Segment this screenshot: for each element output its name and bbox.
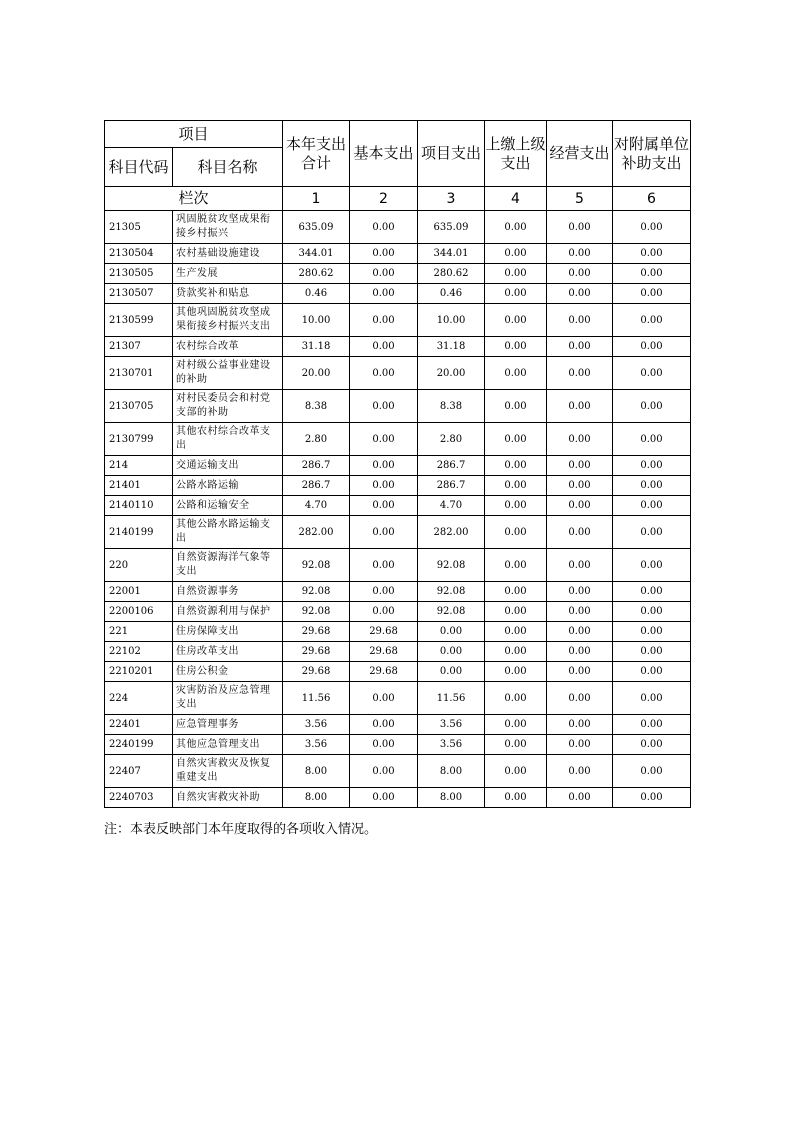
subject-name: 自然灾害救灾补助 xyxy=(173,788,283,808)
value-cell: 0.00 xyxy=(350,715,418,735)
value-cell: 29.68 xyxy=(350,622,418,642)
value-cell: 0.00 xyxy=(613,264,691,284)
value-cell: 0.00 xyxy=(613,496,691,516)
table-row xyxy=(105,244,691,264)
value-cell: 0.00 xyxy=(350,602,418,622)
value-cell: 0.00 xyxy=(547,337,613,357)
value-cell: 0.00 xyxy=(547,244,613,264)
value-cell: 0.00 xyxy=(547,682,613,715)
value-cell: 29.68 xyxy=(283,662,350,682)
subject-name: 住房公积金 xyxy=(173,662,283,682)
value-cell: 0.00 xyxy=(547,642,613,662)
subject-name: 贷款奖补和贴息 xyxy=(173,284,283,304)
value-cell: 10.00 xyxy=(283,304,350,337)
value-cell: 0.00 xyxy=(547,622,613,642)
value-cell: 0.00 xyxy=(613,476,691,496)
subject-code: 2210201 xyxy=(105,662,173,682)
value-cell: 4.70 xyxy=(283,496,350,516)
value-cell: 3.56 xyxy=(283,735,350,755)
value-cell: 0.00 xyxy=(485,715,547,735)
table-row xyxy=(105,582,691,602)
subject-code: 2130705 xyxy=(105,390,173,423)
value-cell: 282.00 xyxy=(283,516,350,549)
subject-name: 对村民委员会和村党支部的补助 xyxy=(173,390,283,423)
value-cell: 0.00 xyxy=(485,496,547,516)
value-cell: 0.00 xyxy=(613,582,691,602)
value-cell: 0.00 xyxy=(350,304,418,337)
subject-code: 2130505 xyxy=(105,264,173,284)
value-cell: 0.00 xyxy=(613,682,691,715)
value-cell: 635.09 xyxy=(283,211,350,244)
value-cell: 0.00 xyxy=(613,715,691,735)
table-row xyxy=(105,304,691,337)
value-cell: 0.00 xyxy=(350,264,418,284)
value-cell: 0.00 xyxy=(547,264,613,284)
value-cell: 0.00 xyxy=(613,211,691,244)
value-cell: 0.00 xyxy=(418,662,485,682)
value-cell: 29.68 xyxy=(350,662,418,682)
header-operate: 经营支出 xyxy=(547,121,613,187)
header-name: 科目名称 xyxy=(173,148,283,187)
value-cell: 92.08 xyxy=(283,582,350,602)
value-cell: 0.00 xyxy=(418,642,485,662)
value-cell: 0.00 xyxy=(613,735,691,755)
subject-name: 其他巩固脱贫攻坚成果衔接乡村振兴支出 xyxy=(173,304,283,337)
value-cell: 0.00 xyxy=(485,755,547,788)
table-row xyxy=(105,735,691,755)
value-cell: 20.00 xyxy=(418,357,485,390)
value-cell: 8.00 xyxy=(418,755,485,788)
value-cell: 0.00 xyxy=(350,735,418,755)
value-cell: 0.00 xyxy=(350,390,418,423)
table-row xyxy=(105,788,691,808)
value-cell: 0.00 xyxy=(350,755,418,788)
value-cell: 0.00 xyxy=(613,788,691,808)
value-cell: 0.00 xyxy=(613,602,691,622)
value-cell: 0.00 xyxy=(485,423,547,456)
value-cell: 0.00 xyxy=(485,390,547,423)
subject-name: 其他农村综合改革支出 xyxy=(173,423,283,456)
value-cell: 0.00 xyxy=(547,284,613,304)
value-cell: 0.00 xyxy=(350,682,418,715)
value-cell: 0.00 xyxy=(485,662,547,682)
value-cell: 0.00 xyxy=(613,456,691,476)
footnote: 注：本表反映部门本年度取得的各项收入情况。 xyxy=(104,822,378,837)
subject-code: 22102 xyxy=(105,642,173,662)
value-cell: 31.18 xyxy=(418,337,485,357)
value-cell: 0.00 xyxy=(547,496,613,516)
value-cell: 0.00 xyxy=(350,456,418,476)
value-cell: 0.00 xyxy=(485,788,547,808)
table-row xyxy=(105,211,691,244)
value-cell: 0.00 xyxy=(547,304,613,337)
table-row xyxy=(105,682,691,715)
value-cell: 0.00 xyxy=(613,244,691,264)
subject-code: 2140110 xyxy=(105,496,173,516)
table-row xyxy=(105,602,691,622)
subject-name: 灾害防治及应急管理支出 xyxy=(173,682,283,715)
value-cell: 8.38 xyxy=(418,390,485,423)
value-cell: 280.62 xyxy=(418,264,485,284)
subject-name: 自然灾害救灾及恢复重建支出 xyxy=(173,755,283,788)
value-cell: 8.00 xyxy=(283,755,350,788)
value-cell: 0.00 xyxy=(485,304,547,337)
subject-name: 农村基础设施建设 xyxy=(173,244,283,264)
value-cell: 0.00 xyxy=(485,284,547,304)
col-number: 1 xyxy=(283,187,350,211)
subject-code: 220 xyxy=(105,549,173,582)
value-cell: 0.46 xyxy=(418,284,485,304)
table-row xyxy=(105,549,691,582)
table-row xyxy=(105,755,691,788)
subject-name: 农村综合改革 xyxy=(173,337,283,357)
value-cell: 3.56 xyxy=(418,715,485,735)
table-row xyxy=(105,642,691,662)
value-cell: 0.00 xyxy=(485,244,547,264)
value-cell: 282.00 xyxy=(418,516,485,549)
value-cell: 0.00 xyxy=(350,244,418,264)
value-cell: 2.80 xyxy=(418,423,485,456)
subject-code: 22001 xyxy=(105,582,173,602)
value-cell: 0.00 xyxy=(350,582,418,602)
value-cell: 0.00 xyxy=(613,390,691,423)
table-row xyxy=(105,264,691,284)
value-cell: 2.80 xyxy=(283,423,350,456)
value-cell: 0.00 xyxy=(350,788,418,808)
header-item: 项目 xyxy=(105,121,283,148)
value-cell: 0.00 xyxy=(613,662,691,682)
value-cell: 29.68 xyxy=(283,622,350,642)
value-cell: 20.00 xyxy=(283,357,350,390)
subject-code: 2140199 xyxy=(105,516,173,549)
value-cell: 29.68 xyxy=(350,642,418,662)
value-cell: 0.00 xyxy=(418,622,485,642)
value-cell: 0.00 xyxy=(613,755,691,788)
value-cell: 0.00 xyxy=(547,662,613,682)
value-cell: 0.00 xyxy=(547,211,613,244)
subject-name: 生产发展 xyxy=(173,264,283,284)
value-cell: 92.08 xyxy=(418,582,485,602)
value-cell: 0.00 xyxy=(350,423,418,456)
value-cell: 286.7 xyxy=(418,456,485,476)
value-cell: 0.00 xyxy=(547,602,613,622)
subject-name: 其他应急管理支出 xyxy=(173,735,283,755)
subject-code: 2130504 xyxy=(105,244,173,264)
table-row xyxy=(105,476,691,496)
value-cell: 0.00 xyxy=(350,476,418,496)
table-row xyxy=(105,662,691,682)
table-row xyxy=(105,390,691,423)
value-cell: 0.00 xyxy=(547,476,613,496)
value-cell: 286.7 xyxy=(283,476,350,496)
value-cell: 0.00 xyxy=(350,337,418,357)
value-cell: 0.00 xyxy=(485,642,547,662)
value-cell: 0.00 xyxy=(547,456,613,476)
value-cell: 92.08 xyxy=(418,549,485,582)
value-cell: 0.00 xyxy=(485,602,547,622)
subject-name: 公路和运输安全 xyxy=(173,496,283,516)
subject-name: 自然资源海洋气象等支出 xyxy=(173,549,283,582)
subject-name: 其他公路水路运输支出 xyxy=(173,516,283,549)
value-cell: 0.00 xyxy=(547,715,613,735)
subject-code: 2130799 xyxy=(105,423,173,456)
value-cell: 8.00 xyxy=(283,788,350,808)
value-cell: 0.00 xyxy=(350,284,418,304)
subject-code: 2130599 xyxy=(105,304,173,337)
budget-table-container xyxy=(104,120,690,808)
subject-name: 交通运输支出 xyxy=(173,456,283,476)
subject-code: 2240199 xyxy=(105,735,173,755)
value-cell: 0.00 xyxy=(547,582,613,602)
table-row xyxy=(105,516,691,549)
value-cell: 0.00 xyxy=(547,755,613,788)
value-cell: 0.00 xyxy=(547,390,613,423)
value-cell: 11.56 xyxy=(418,682,485,715)
value-cell: 0.00 xyxy=(613,622,691,642)
table-row xyxy=(105,337,691,357)
subject-code: 21307 xyxy=(105,337,173,357)
value-cell: 0.00 xyxy=(485,549,547,582)
subject-code: 2130507 xyxy=(105,284,173,304)
subject-code: 21401 xyxy=(105,476,173,496)
header-project: 项目支出 xyxy=(418,121,485,187)
value-cell: 0.00 xyxy=(350,516,418,549)
value-cell: 92.08 xyxy=(283,549,350,582)
header-basic: 基本支出 xyxy=(350,121,418,187)
value-cell: 286.7 xyxy=(283,456,350,476)
value-cell: 0.00 xyxy=(485,456,547,476)
value-cell: 0.00 xyxy=(613,357,691,390)
value-cell: 0.00 xyxy=(613,516,691,549)
subject-name: 公路水路运输 xyxy=(173,476,283,496)
subject-name: 对村级公益事业建设的补助 xyxy=(173,357,283,390)
subject-name: 住房保障支出 xyxy=(173,622,283,642)
value-cell: 8.00 xyxy=(418,788,485,808)
subject-name: 住房改革支出 xyxy=(173,642,283,662)
value-cell: 0.00 xyxy=(485,264,547,284)
value-cell: 0.00 xyxy=(350,357,418,390)
subject-code: 214 xyxy=(105,456,173,476)
header-code: 科目代码 xyxy=(105,148,173,187)
value-cell: 10.00 xyxy=(418,304,485,337)
table-row xyxy=(105,622,691,642)
subject-code: 22407 xyxy=(105,755,173,788)
value-cell: 0.00 xyxy=(613,337,691,357)
col-number: 4 xyxy=(485,187,547,211)
col-number: 3 xyxy=(418,187,485,211)
header-remit: 上缴上级支出 xyxy=(485,121,547,187)
value-cell: 0.00 xyxy=(485,622,547,642)
value-cell: 0.00 xyxy=(485,337,547,357)
value-cell: 0.00 xyxy=(613,423,691,456)
col-number: 5 xyxy=(547,187,613,211)
subject-code: 221 xyxy=(105,622,173,642)
value-cell: 0.00 xyxy=(547,516,613,549)
value-cell: 280.62 xyxy=(283,264,350,284)
value-cell: 3.56 xyxy=(418,735,485,755)
subject-name: 自然资源利用与保护 xyxy=(173,602,283,622)
expenditure-table xyxy=(104,120,691,808)
value-cell: 0.00 xyxy=(485,357,547,390)
value-cell: 11.56 xyxy=(283,682,350,715)
value-cell: 92.08 xyxy=(418,602,485,622)
subject-code: 2240703 xyxy=(105,788,173,808)
table-row xyxy=(105,423,691,456)
value-cell: 344.01 xyxy=(283,244,350,264)
subject-name: 应急管理事务 xyxy=(173,715,283,735)
value-cell: 0.00 xyxy=(485,582,547,602)
subject-code: 22401 xyxy=(105,715,173,735)
value-cell: 29.68 xyxy=(283,642,350,662)
value-cell: 0.46 xyxy=(283,284,350,304)
value-cell: 0.00 xyxy=(485,682,547,715)
value-cell: 0.00 xyxy=(350,549,418,582)
table-row xyxy=(105,496,691,516)
value-cell: 0.00 xyxy=(485,735,547,755)
header-subsidy: 对附属单位补助支出 xyxy=(613,121,691,187)
subject-code: 2130701 xyxy=(105,357,173,390)
subject-code: 224 xyxy=(105,682,173,715)
table-row xyxy=(105,456,691,476)
value-cell: 0.00 xyxy=(547,735,613,755)
table-row xyxy=(105,284,691,304)
value-cell: 0.00 xyxy=(350,211,418,244)
value-cell: 0.00 xyxy=(485,476,547,496)
value-cell: 92.08 xyxy=(283,602,350,622)
value-cell: 0.00 xyxy=(613,549,691,582)
header-lanci: 栏次 xyxy=(105,187,283,211)
value-cell: 0.00 xyxy=(350,496,418,516)
col-number: 6 xyxy=(613,187,691,211)
value-cell: 635.09 xyxy=(418,211,485,244)
value-cell: 0.00 xyxy=(613,284,691,304)
value-cell: 0.00 xyxy=(485,516,547,549)
value-cell: 8.38 xyxy=(283,390,350,423)
value-cell: 31.18 xyxy=(283,337,350,357)
value-cell: 0.00 xyxy=(547,357,613,390)
subject-name: 巩固脱贫攻坚成果衔接乡村振兴 xyxy=(173,211,283,244)
value-cell: 0.00 xyxy=(547,549,613,582)
subject-code: 2200106 xyxy=(105,602,173,622)
value-cell: 0.00 xyxy=(547,788,613,808)
value-cell: 3.56 xyxy=(283,715,350,735)
subject-code: 21305 xyxy=(105,211,173,244)
table-row xyxy=(105,357,691,390)
value-cell: 4.70 xyxy=(418,496,485,516)
value-cell: 0.00 xyxy=(613,304,691,337)
table-row xyxy=(105,715,691,735)
value-cell: 0.00 xyxy=(547,423,613,456)
subject-name: 自然资源事务 xyxy=(173,582,283,602)
value-cell: 286.7 xyxy=(418,476,485,496)
col-number: 2 xyxy=(350,187,418,211)
header-total: 本年支出合计 xyxy=(283,121,350,187)
value-cell: 0.00 xyxy=(613,642,691,662)
value-cell: 0.00 xyxy=(485,211,547,244)
value-cell: 344.01 xyxy=(418,244,485,264)
